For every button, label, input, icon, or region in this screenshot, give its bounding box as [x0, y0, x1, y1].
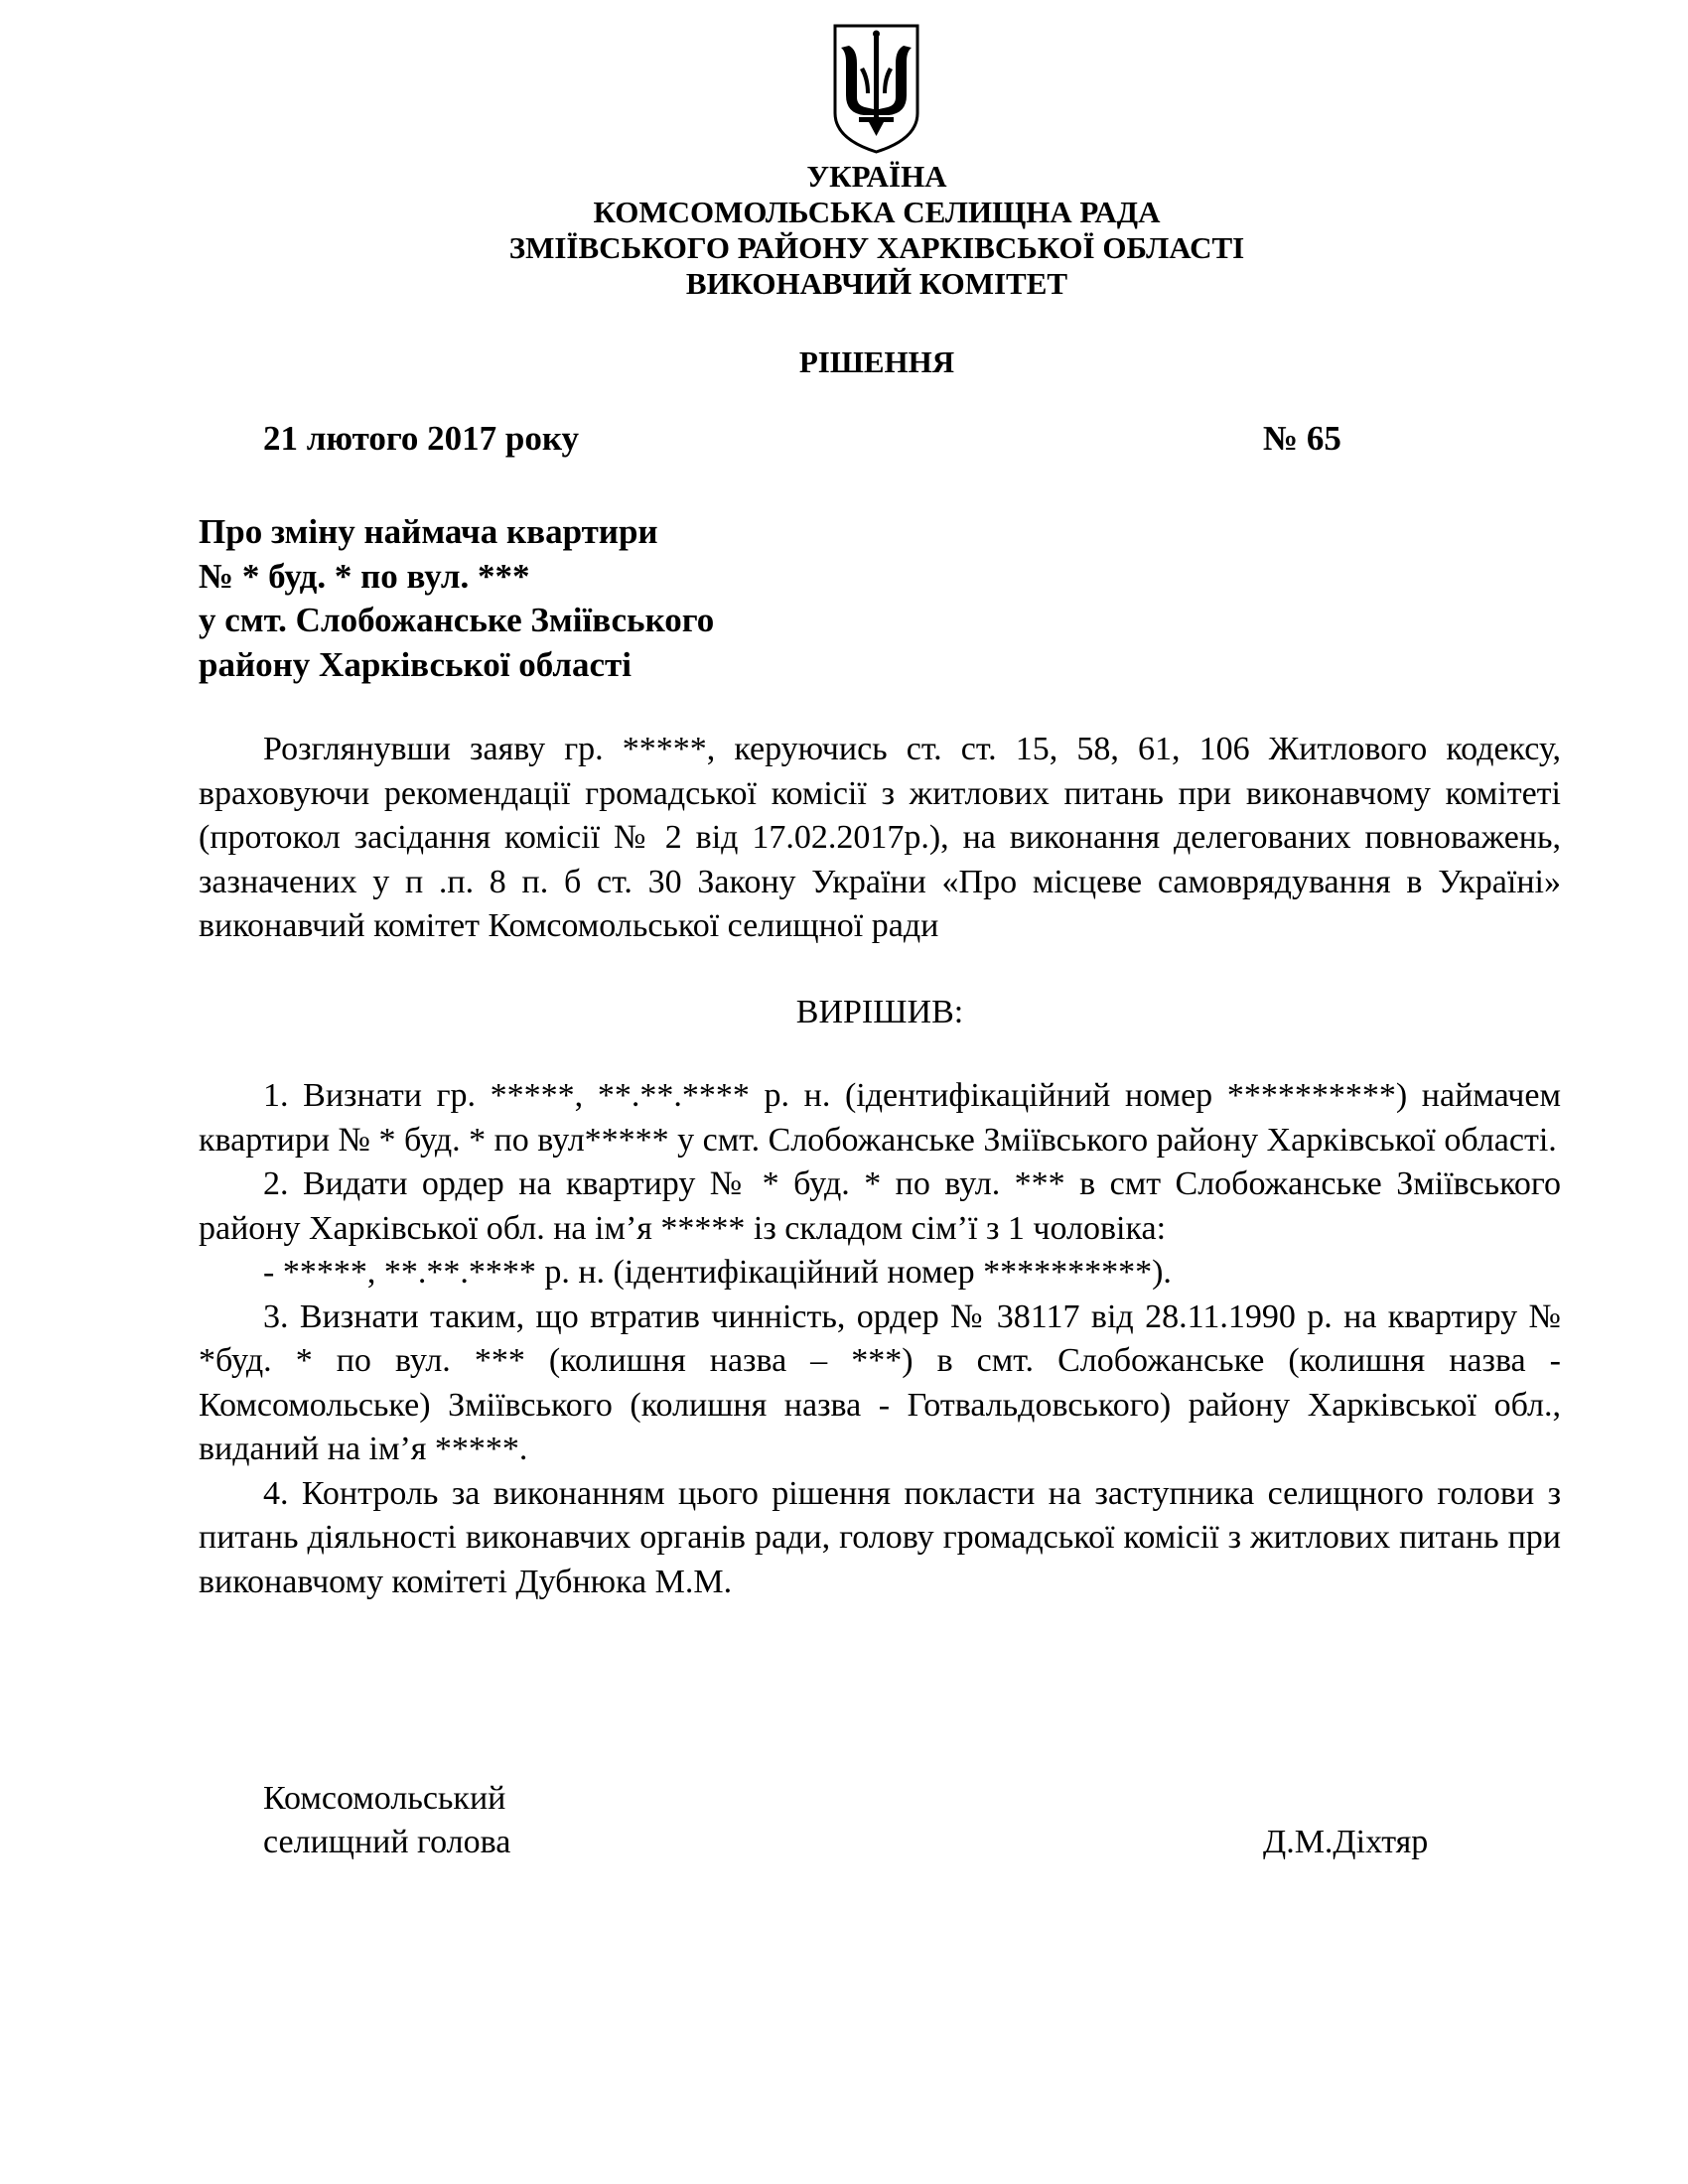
preamble-paragraph: Розглянувши заяву гр. *****, керуючись ст. ст. 15, 58, 61, 106 Житлового кодексу, враховуючи рекомендації громадської комісії з житлових питань при виконавчому комітеті (протокол засідання комісії № 2 від 17.02.2017р.), на виконання делегованих повноважень, зазначених у п .п. 8 п. б ст. 30 Закону України «Про місцеве самоврядування в Україні» виконавчий комітет Комсомольської селищної ради — [199, 731, 1561, 944]
document-type: РІШЕННЯ — [798, 344, 955, 379]
committee-name: ВИКОНАВЧИЙ КОМІТЕТ — [685, 266, 1068, 301]
decided-heading: ВИРІШИВ: — [795, 993, 964, 1030]
district-name: ЗМІЇВСЬКОГО РАЙОНУ ХАРКІВСЬКОЇ ОБЛАСТІ — [508, 230, 1245, 265]
subject-line: району Харківської області — [199, 644, 632, 684]
signer-name: Д.М.Діхтяр — [1263, 1824, 1429, 1860]
subject-line: Про зміну наймача квартири — [199, 512, 658, 551]
document-number: № 65 — [1263, 419, 1341, 458]
decision-item-2: 2. Видати ордер на квартиру № * буд. * по вул. *** в смт Слобожанське Зміївського району Харківської обл. на ім’я ***** із складом сім’ї з 1 чоловіка: — [199, 1165, 1561, 1247]
document-subject — [199, 510, 714, 687]
family-member-line: - *****, **.**.**** р. н. (ідентифікаційний номер **********). — [263, 1254, 1172, 1291]
coat-of-arms-icon — [829, 22, 923, 156]
council-name: КОМСОМОЛЬСЬКА СЕЛИЩНА РАДА — [593, 195, 1161, 229]
signature-title-line: селищний голова — [263, 1824, 511, 1860]
decision-item-1: 1. Визнати гр. *****, **.**.**** р. н. (ідентифікаційний номер **********) наймачем квартири № * буд. * по вул***** у смт. Слобожанське Зміївського району Харківської області. — [199, 1077, 1561, 1159]
document-date: 21 лютого 2017 року — [263, 419, 580, 458]
decision-item-4: 4. Контроль за виконанням цього рішення покласти на заступника селищного голови з питань діяльності виконавчих органів ради, голову громадської комісії з житлових питань при виконавчому комітеті Дубнюка М.М. — [199, 1474, 1561, 1600]
subject-line: у смт. Слобожанське Зміївського — [199, 601, 715, 639]
subject-line: № * буд. * по вул. *** — [199, 556, 530, 596]
decision-item-3: 3. Визнати таким, що втратив чинність, ордер № 38117 від 28.11.1990 р. на квартиру № *буд. * по вул. *** (колишня назва – ***) в смт. Слобожанське (колишня назва - Комсомольське) Зміївського (колишня назва - Готвальдовського) району Харківської обл., виданий на ім’я *****. — [199, 1297, 1561, 1467]
document-header — [0, 159, 1688, 302]
document-body — [199, 728, 1561, 1604]
signature-title — [263, 1777, 510, 1864]
signature-title-line: Комсомольський — [263, 1780, 506, 1817]
country-name: УКРАЇНА — [806, 159, 947, 194]
